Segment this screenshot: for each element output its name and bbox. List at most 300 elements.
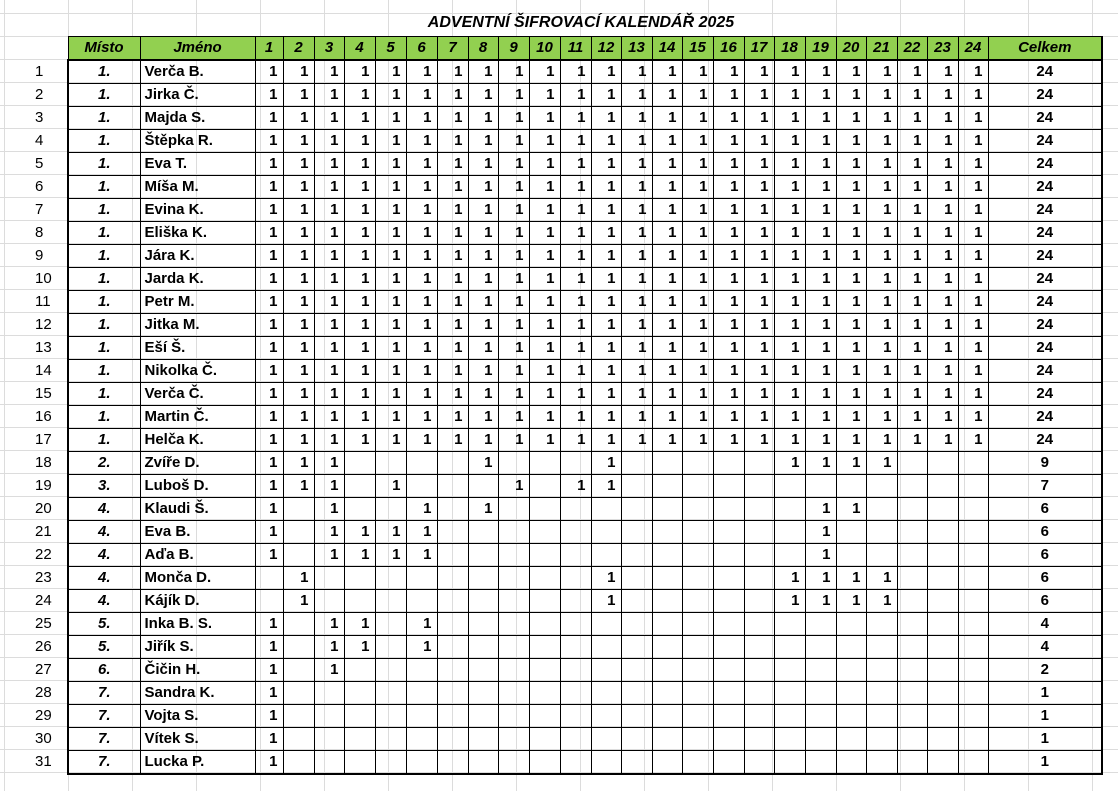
day-cell[interactable]: 1 [498,222,529,245]
day-cell[interactable]: 1 [866,590,897,613]
header-day[interactable]: 21 [866,37,897,61]
day-cell[interactable]: 1 [744,406,774,429]
day-cell[interactable]: 1 [255,60,283,84]
day-cell[interactable]: 1 [529,130,560,153]
day-cell[interactable] [652,751,682,775]
day-cell[interactable] [713,567,744,590]
day-cell[interactable]: 1 [805,429,836,452]
row-number[interactable]: 8 [35,224,44,241]
day-cell[interactable]: 1 [498,406,529,429]
day-cell[interactable]: 1 [652,314,682,337]
day-cell[interactable]: 1 [744,337,774,360]
day-cell[interactable] [283,521,314,544]
day-cell[interactable]: 1 [682,60,713,84]
day-cell[interactable]: 1 [897,222,927,245]
day-cell[interactable]: 1 [805,222,836,245]
total-cell[interactable]: 24 [988,199,1102,222]
day-cell[interactable]: 1 [529,222,560,245]
day-cell[interactable]: 1 [255,245,283,268]
day-cell[interactable]: 1 [314,107,344,130]
day-cell[interactable] [344,475,375,498]
row-number[interactable]: 23 [35,569,52,586]
day-cell[interactable] [498,452,529,475]
day-cell[interactable] [560,567,591,590]
row-number[interactable]: 25 [35,615,52,632]
day-cell[interactable]: 1 [406,337,437,360]
day-cell[interactable]: 1 [468,60,498,84]
day-cell[interactable]: 1 [406,429,437,452]
day-cell[interactable]: 1 [406,544,437,567]
day-cell[interactable]: 1 [744,429,774,452]
day-cell[interactable]: 1 [744,130,774,153]
day-cell[interactable] [713,590,744,613]
header-day[interactable]: 8 [468,37,498,61]
day-cell[interactable] [744,636,774,659]
day-cell[interactable] [927,567,958,590]
day-cell[interactable]: 1 [897,84,927,107]
day-cell[interactable] [805,751,836,775]
day-cell[interactable]: 1 [437,383,468,406]
day-cell[interactable]: 1 [836,107,866,130]
place-cell[interactable]: 1. [68,84,140,107]
day-cell[interactable]: 1 [283,291,314,314]
place-cell[interactable]: 2. [68,452,140,475]
day-cell[interactable] [897,728,927,751]
day-cell[interactable]: 1 [591,383,621,406]
day-cell[interactable] [437,452,468,475]
day-cell[interactable]: 1 [529,107,560,130]
day-cell[interactable] [468,544,498,567]
day-cell[interactable] [682,590,713,613]
day-cell[interactable] [560,590,591,613]
day-cell[interactable] [498,682,529,705]
header-day[interactable]: 7 [437,37,468,61]
day-cell[interactable]: 1 [314,360,344,383]
day-cell[interactable] [744,498,774,521]
day-cell[interactable]: 1 [836,130,866,153]
day-cell[interactable]: 1 [927,360,958,383]
day-cell[interactable]: 1 [836,383,866,406]
day-cell[interactable]: 1 [652,429,682,452]
day-cell[interactable] [836,705,866,728]
day-cell[interactable] [255,590,283,613]
day-cell[interactable]: 1 [591,153,621,176]
day-cell[interactable]: 1 [713,199,744,222]
day-cell[interactable] [560,728,591,751]
day-cell[interactable]: 1 [314,429,344,452]
day-cell[interactable]: 1 [560,314,591,337]
name-cell[interactable]: Eší Š. [140,337,255,360]
name-cell[interactable]: Jiřík S. [140,636,255,659]
day-cell[interactable]: 1 [375,153,406,176]
day-cell[interactable] [498,659,529,682]
day-cell[interactable]: 1 [283,429,314,452]
day-cell[interactable] [774,659,805,682]
day-cell[interactable]: 1 [468,84,498,107]
day-cell[interactable] [468,613,498,636]
day-cell[interactable]: 1 [927,84,958,107]
place-cell[interactable]: 1. [68,429,140,452]
day-cell[interactable]: 1 [314,245,344,268]
header-day[interactable]: 3 [314,37,344,61]
place-cell[interactable]: 1. [68,337,140,360]
day-cell[interactable]: 1 [713,291,744,314]
day-cell[interactable] [529,728,560,751]
name-cell[interactable]: Čičin H. [140,659,255,682]
day-cell[interactable]: 1 [927,429,958,452]
day-cell[interactable]: 1 [744,199,774,222]
day-cell[interactable] [283,751,314,775]
day-cell[interactable] [437,544,468,567]
day-cell[interactable]: 1 [406,383,437,406]
place-cell[interactable]: 5. [68,613,140,636]
day-cell[interactable]: 1 [498,245,529,268]
day-cell[interactable]: 1 [958,245,988,268]
day-cell[interactable]: 1 [744,153,774,176]
place-cell[interactable]: 5. [68,636,140,659]
day-cell[interactable]: 1 [805,337,836,360]
place-cell[interactable]: 4. [68,567,140,590]
day-cell[interactable]: 1 [498,130,529,153]
day-cell[interactable]: 1 [774,360,805,383]
day-cell[interactable]: 1 [805,521,836,544]
day-cell[interactable]: 1 [314,544,344,567]
day-cell[interactable]: 1 [805,498,836,521]
day-cell[interactable]: 1 [958,383,988,406]
place-cell[interactable]: 1. [68,176,140,199]
day-cell[interactable] [560,682,591,705]
place-cell[interactable]: 1. [68,291,140,314]
name-cell[interactable]: Aďa B. [140,544,255,567]
place-cell[interactable]: 1. [68,222,140,245]
day-cell[interactable]: 1 [682,314,713,337]
header-day[interactable]: 13 [621,37,652,61]
day-cell[interactable] [682,659,713,682]
day-cell[interactable]: 1 [621,429,652,452]
total-cell[interactable]: 1 [988,728,1102,751]
day-cell[interactable]: 1 [897,245,927,268]
day-cell[interactable]: 1 [255,176,283,199]
place-cell[interactable]: 1. [68,199,140,222]
day-cell[interactable]: 1 [927,406,958,429]
day-cell[interactable]: 1 [713,268,744,291]
day-cell[interactable] [866,705,897,728]
day-cell[interactable]: 1 [897,406,927,429]
row-number[interactable]: 13 [35,339,52,356]
day-cell[interactable] [682,705,713,728]
day-cell[interactable]: 1 [652,383,682,406]
day-cell[interactable]: 1 [314,383,344,406]
day-cell[interactable]: 1 [866,383,897,406]
name-cell[interactable]: Jára K. [140,245,255,268]
day-cell[interactable]: 1 [805,60,836,84]
day-cell[interactable]: 1 [866,199,897,222]
name-cell[interactable]: Kájík D. [140,590,255,613]
day-cell[interactable]: 1 [774,567,805,590]
day-cell[interactable]: 1 [652,60,682,84]
day-cell[interactable] [560,544,591,567]
day-cell[interactable]: 1 [255,613,283,636]
day-cell[interactable] [744,659,774,682]
day-cell[interactable] [805,682,836,705]
row-number[interactable]: 18 [35,454,52,471]
row-number[interactable]: 4 [35,132,44,149]
day-cell[interactable] [591,636,621,659]
day-cell[interactable]: 1 [437,153,468,176]
day-cell[interactable]: 1 [897,314,927,337]
day-cell[interactable] [927,475,958,498]
day-cell[interactable] [774,705,805,728]
day-cell[interactable]: 1 [283,314,314,337]
day-cell[interactable]: 1 [344,153,375,176]
day-cell[interactable]: 1 [437,360,468,383]
day-cell[interactable] [437,567,468,590]
day-cell[interactable]: 1 [927,60,958,84]
day-cell[interactable]: 1 [652,291,682,314]
total-cell[interactable]: 24 [988,84,1102,107]
day-cell[interactable] [652,728,682,751]
day-cell[interactable] [836,728,866,751]
name-cell[interactable]: Štěpka R. [140,130,255,153]
row-number[interactable]: 15 [35,385,52,402]
place-cell[interactable]: 1. [68,268,140,291]
header-day[interactable]: 4 [344,37,375,61]
day-cell[interactable]: 1 [897,153,927,176]
day-cell[interactable] [682,728,713,751]
day-cell[interactable] [314,705,344,728]
day-cell[interactable] [744,452,774,475]
day-cell[interactable] [621,613,652,636]
day-cell[interactable] [283,613,314,636]
day-cell[interactable]: 1 [713,130,744,153]
name-cell[interactable]: Sandra K. [140,682,255,705]
day-cell[interactable]: 1 [927,107,958,130]
day-cell[interactable]: 1 [866,429,897,452]
day-cell[interactable] [958,452,988,475]
day-cell[interactable]: 1 [591,314,621,337]
day-cell[interactable] [621,659,652,682]
day-cell[interactable] [652,521,682,544]
day-cell[interactable]: 1 [468,314,498,337]
day-cell[interactable] [774,728,805,751]
day-cell[interactable]: 1 [498,107,529,130]
day-cell[interactable]: 1 [283,107,314,130]
day-cell[interactable]: 1 [591,429,621,452]
day-cell[interactable]: 1 [406,268,437,291]
day-cell[interactable]: 1 [958,130,988,153]
day-cell[interactable]: 1 [836,567,866,590]
day-cell[interactable]: 1 [255,360,283,383]
day-cell[interactable]: 1 [560,222,591,245]
day-cell[interactable] [498,705,529,728]
day-cell[interactable]: 1 [774,153,805,176]
day-cell[interactable] [652,590,682,613]
day-cell[interactable]: 1 [866,60,897,84]
day-cell[interactable] [621,498,652,521]
header-day[interactable]: 9 [498,37,529,61]
day-cell[interactable]: 1 [375,60,406,84]
day-cell[interactable] [744,475,774,498]
day-cell[interactable]: 1 [344,521,375,544]
day-cell[interactable] [836,521,866,544]
day-cell[interactable]: 1 [375,176,406,199]
day-cell[interactable]: 1 [314,268,344,291]
day-cell[interactable]: 1 [866,360,897,383]
total-cell[interactable]: 24 [988,222,1102,245]
day-cell[interactable]: 1 [836,176,866,199]
row-number[interactable]: 27 [35,661,52,678]
day-cell[interactable]: 1 [406,176,437,199]
day-cell[interactable]: 1 [591,199,621,222]
day-cell[interactable]: 1 [927,153,958,176]
day-cell[interactable]: 1 [560,268,591,291]
day-cell[interactable] [529,613,560,636]
day-cell[interactable]: 1 [713,383,744,406]
day-cell[interactable]: 1 [375,337,406,360]
day-cell[interactable]: 1 [744,314,774,337]
day-cell[interactable] [375,613,406,636]
row-number[interactable]: 20 [35,500,52,517]
day-cell[interactable]: 1 [314,153,344,176]
day-cell[interactable] [621,636,652,659]
day-cell[interactable]: 1 [468,199,498,222]
day-cell[interactable] [560,751,591,775]
day-cell[interactable] [375,682,406,705]
day-cell[interactable]: 1 [344,176,375,199]
day-cell[interactable] [713,751,744,775]
day-cell[interactable] [744,728,774,751]
day-cell[interactable]: 1 [283,567,314,590]
day-cell[interactable] [958,475,988,498]
day-cell[interactable] [406,728,437,751]
row-number[interactable]: 30 [35,730,52,747]
day-cell[interactable]: 1 [682,337,713,360]
day-cell[interactable]: 1 [437,222,468,245]
day-cell[interactable]: 1 [805,130,836,153]
day-cell[interactable]: 1 [805,107,836,130]
day-cell[interactable]: 1 [713,176,744,199]
day-cell[interactable]: 1 [897,176,927,199]
day-cell[interactable] [744,567,774,590]
day-cell[interactable]: 1 [897,199,927,222]
day-cell[interactable]: 1 [774,429,805,452]
day-cell[interactable]: 1 [744,383,774,406]
day-cell[interactable]: 1 [255,751,283,775]
day-cell[interactable]: 1 [529,60,560,84]
day-cell[interactable]: 1 [283,176,314,199]
day-cell[interactable] [621,705,652,728]
day-cell[interactable]: 1 [498,383,529,406]
day-cell[interactable] [774,613,805,636]
day-cell[interactable] [927,521,958,544]
day-cell[interactable]: 1 [468,498,498,521]
day-cell[interactable] [498,728,529,751]
day-cell[interactable] [344,498,375,521]
day-cell[interactable]: 1 [682,130,713,153]
day-cell[interactable]: 1 [560,360,591,383]
day-cell[interactable]: 1 [529,84,560,107]
day-cell[interactable] [682,636,713,659]
day-cell[interactable]: 1 [406,130,437,153]
day-cell[interactable] [468,705,498,728]
day-cell[interactable] [591,521,621,544]
day-cell[interactable]: 1 [283,153,314,176]
day-cell[interactable] [866,751,897,775]
day-cell[interactable] [560,705,591,728]
day-cell[interactable]: 1 [255,682,283,705]
day-cell[interactable]: 1 [774,406,805,429]
day-cell[interactable]: 1 [498,153,529,176]
day-cell[interactable] [560,636,591,659]
day-cell[interactable] [897,544,927,567]
day-cell[interactable]: 1 [591,567,621,590]
day-cell[interactable]: 1 [375,544,406,567]
total-cell[interactable]: 24 [988,291,1102,314]
day-cell[interactable]: 1 [344,291,375,314]
day-cell[interactable]: 1 [283,406,314,429]
day-cell[interactable]: 1 [283,590,314,613]
day-cell[interactable]: 1 [744,84,774,107]
day-cell[interactable]: 1 [866,567,897,590]
day-cell[interactable] [836,613,866,636]
total-cell[interactable]: 24 [988,176,1102,199]
day-cell[interactable]: 1 [836,291,866,314]
day-cell[interactable]: 1 [314,84,344,107]
day-cell[interactable]: 1 [560,130,591,153]
day-cell[interactable]: 1 [283,383,314,406]
day-cell[interactable]: 1 [255,314,283,337]
day-cell[interactable] [897,751,927,775]
name-cell[interactable]: Martin Č. [140,406,255,429]
day-cell[interactable]: 1 [927,222,958,245]
day-cell[interactable] [591,751,621,775]
day-cell[interactable]: 1 [927,199,958,222]
name-cell[interactable]: Eva T. [140,153,255,176]
day-cell[interactable]: 1 [836,222,866,245]
day-cell[interactable]: 1 [468,107,498,130]
header-day[interactable]: 12 [591,37,621,61]
day-cell[interactable] [437,705,468,728]
day-cell[interactable]: 1 [774,314,805,337]
day-cell[interactable]: 1 [744,268,774,291]
day-cell[interactable] [406,751,437,775]
day-cell[interactable]: 1 [652,360,682,383]
day-cell[interactable] [713,705,744,728]
day-cell[interactable]: 1 [406,314,437,337]
day-cell[interactable] [468,567,498,590]
day-cell[interactable]: 1 [255,107,283,130]
day-cell[interactable]: 1 [805,544,836,567]
day-cell[interactable] [682,452,713,475]
row-number[interactable]: 17 [35,431,52,448]
day-cell[interactable]: 1 [437,60,468,84]
day-cell[interactable]: 1 [866,406,897,429]
day-cell[interactable]: 1 [283,475,314,498]
day-cell[interactable] [591,682,621,705]
day-cell[interactable] [927,751,958,775]
day-cell[interactable] [836,751,866,775]
day-cell[interactable]: 1 [621,176,652,199]
day-cell[interactable]: 1 [255,130,283,153]
row-number[interactable]: 16 [35,408,52,425]
day-cell[interactable] [866,636,897,659]
day-cell[interactable] [560,498,591,521]
day-cell[interactable]: 1 [591,360,621,383]
day-cell[interactable]: 1 [774,590,805,613]
day-cell[interactable] [713,659,744,682]
place-cell[interactable]: 1. [68,153,140,176]
day-cell[interactable]: 1 [805,199,836,222]
